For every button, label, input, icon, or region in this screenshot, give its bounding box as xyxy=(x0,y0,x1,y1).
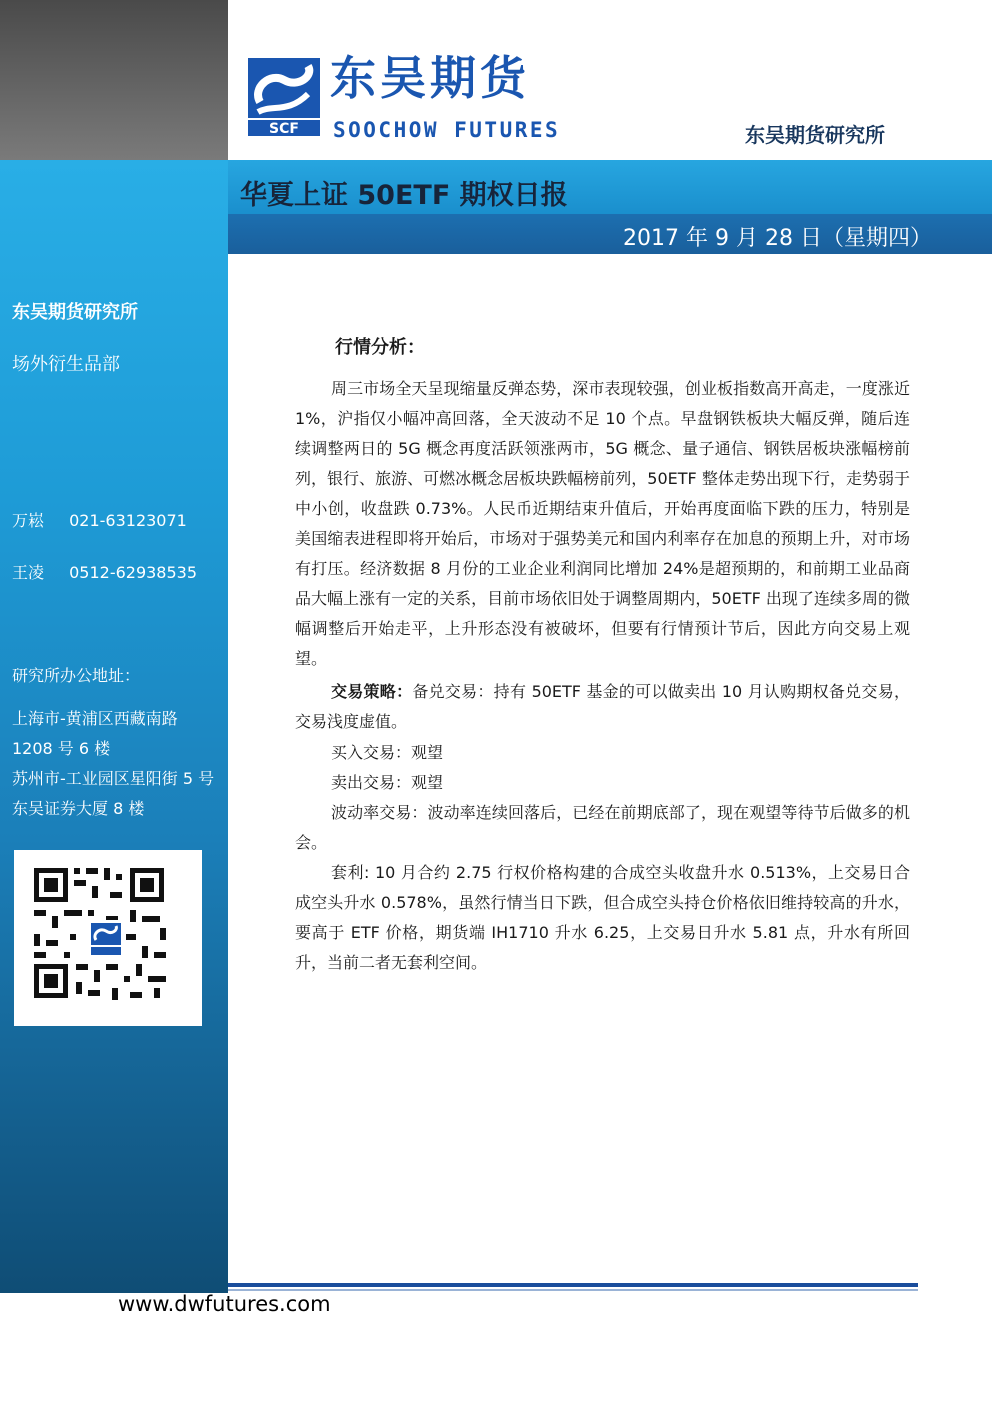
sidebar-dept-title: 东吴期货研究所 xyxy=(12,302,138,323)
svg-text:SCF: SCF xyxy=(269,121,299,137)
address-line: 苏州市-工业园区星阳街 5 号 xyxy=(12,769,215,788)
contact-name: 万崧 xyxy=(12,511,45,530)
address-line: 1208 号 6 楼 xyxy=(12,739,111,758)
soochow-logo-icon xyxy=(248,58,320,142)
institute-label: 东吴期货研究所 xyxy=(745,123,885,147)
sidebar-dept-sub: 场外衍生品部 xyxy=(12,354,120,375)
title-bar xyxy=(228,160,992,214)
market-analysis-paragraph: 周三市场全天呈现缩量反弹态势，深市表现较强，创业板指数高开高走，一度涨近 1%，沪指仅小幅冲高回落，全天波动不足 10 个点。早盘钢铁板块大幅反弹，随后连续调整两日的 5G 概念再度活跃领涨两市，5G 概念、量子通信、钢铁居板块涨幅榜前列，银行、旅游、可燃冰概念居板块跌幅榜前列，50ETF 整体走势出现下行，走势弱于中小创，收盘跌 0.73%。人民币近期结束升值后，开始再度面临下跌的压力，特别是美国缩表进程即将开始后，市场对于强势美元和国内利率存在加息的预期上升，对市场有打压。经济数据 8 月份的工业企业利润同比增加 24%是超预期的，和前期工业品商品大幅上涨有一定的关系，目前市场依旧处于调整周期内，50ETF 出现了连续多周的微幅调整后开始走平，上升形态没有被破坏，但要有行情预计节后，因此方向交易上观望。 xyxy=(295,379,910,668)
report-date: 2017 年 9 月 28 日（星期四） xyxy=(623,226,932,251)
contact-row xyxy=(12,508,187,531)
brand-name-cn: 东吴期货 xyxy=(330,51,530,105)
arbitrage-paragraph: 套利: 10 月合约 2.75 行权价格构建的合成空头收盘升水 0.513%，上交易日合成空头升水 0.578%，虽然行情当日下跌，但合成空头持仓价格依旧维持较高的升水，要高于 ETF 价格，期货端 IH1710 升水 6.25，上交易日升水 5.81 点，升水有所回升，当前二者无套利空间。 xyxy=(295,863,910,972)
report-title: 华夏上证 50ETF 期权日报 xyxy=(240,180,568,211)
contact-row xyxy=(12,560,197,583)
brand-name-en: SOOCHOW FUTURES xyxy=(333,118,561,142)
contact-name: 王凌 xyxy=(12,563,45,582)
sidebar xyxy=(0,160,228,1293)
sell-paragraph: 卖出交易：观望 xyxy=(331,773,444,792)
contact-phone: 021-63123071 xyxy=(69,511,187,530)
strategy-label: 交易策略： xyxy=(331,682,413,701)
address-line: 东吴证券大厦 8 楼 xyxy=(12,799,145,818)
buy-paragraph: 买入交易：观望 xyxy=(331,743,444,762)
strategy-covered-text: 备兑交易：持有 50ETF 基金的可以做卖出 10 月认购期权备兑交易，交易浅度虚值。 xyxy=(295,682,910,731)
strategy-paragraph xyxy=(295,677,910,737)
contact-phone: 0512-62938535 xyxy=(69,563,198,582)
address-block xyxy=(12,704,230,824)
footer-url: www.dwfutures.com xyxy=(118,1292,331,1316)
footer-divider xyxy=(228,1283,918,1287)
address-title: 研究所办公地址： xyxy=(12,666,141,685)
address-line: 上海市-黄浦区西藏南路 xyxy=(12,709,178,728)
volatility-paragraph: 波动率交易：波动率连续回落后，已经在前期底部了，现在观望等待节后做多的机会。 xyxy=(295,803,910,852)
footer-divider-thin xyxy=(228,1289,918,1291)
qr-code-icon xyxy=(14,850,202,1026)
section-heading-analysis: 行情分析： xyxy=(335,337,425,358)
date-bar xyxy=(228,214,992,254)
sidebar-header-band xyxy=(0,0,228,160)
